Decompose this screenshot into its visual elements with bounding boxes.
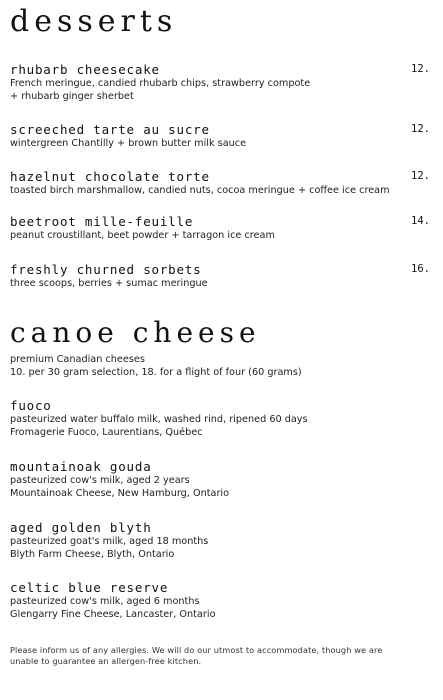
cheese-intro — [10, 354, 302, 380]
allergy-notice-line: Please inform us of any allergies. We will do our utmost to accommodate, though we are — [10, 645, 383, 655]
cheese-name: celtic blue reserve — [10, 580, 169, 595]
cheese-description: pasteurized cow's milk, aged 2 years — [10, 475, 190, 486]
dessert-description: toasted birch marshmallow, candied nuts, cocoa meringue + coffee ice cream — [10, 185, 390, 196]
allergy-notice-line: unable to guarantee an allergen-free kitchen. — [10, 656, 202, 666]
cheese-name: fuoco — [10, 398, 52, 413]
dessert-price: 12. — [411, 63, 430, 75]
dessert-description: peanut croustillant, beet powder + tarragon ice cream — [10, 230, 275, 241]
dessert-name: freshly churned sorbets — [10, 262, 202, 277]
cheese-description: pasteurized goat's milk, aged 18 months — [10, 536, 209, 547]
cheese-item-fuoco — [10, 398, 430, 440]
cheese-intro-line: premium Canadian cheeses — [10, 354, 145, 365]
cheese-origin: Glengarry Fine Cheese, Lancaster, Ontario — [10, 608, 216, 620]
desserts-heading: desserts — [10, 4, 178, 39]
dessert-item-beetroot-mille-feuille — [10, 214, 430, 243]
cheese-description: pasteurized water buffalo milk, washed rind, ripened 60 days — [10, 414, 308, 425]
dessert-price: 16. — [411, 263, 430, 275]
cheese-heading: canoe cheese — [10, 316, 261, 349]
dessert-price: 14. — [411, 215, 430, 227]
dessert-name: screeched tarte au sucre — [10, 122, 210, 137]
dessert-item-sorbets — [10, 262, 430, 291]
cheese-name: mountainoak gouda — [10, 459, 152, 474]
dessert-name: beetroot mille-feuille — [10, 214, 194, 229]
allergy-notice — [10, 645, 382, 667]
cheese-origin: Blyth Farm Cheese, Blyth, Ontario — [10, 548, 175, 560]
cheese-pricing-line: 10. per 30 gram selection, 18. for a flight of four (60 grams) — [10, 366, 302, 378]
cheese-description: pasteurized cow's milk, aged 6 months — [10, 596, 200, 607]
dessert-price: 12. — [411, 123, 430, 135]
dessert-item-tarte-au-sucre — [10, 122, 430, 151]
dessert-description: + rhubarb ginger sherbet — [10, 90, 134, 102]
cheese-name: aged golden blyth — [10, 520, 152, 535]
dessert-description: three scoops, berries + sumac meringue — [10, 278, 208, 289]
dessert-item-rhubarb-cheesecake — [10, 62, 430, 104]
cheese-origin: Fromagerie Fuoco, Laurentians, Québec — [10, 426, 203, 438]
dessert-item-hazelnut-torte — [10, 169, 430, 198]
cheese-item-celtic-blue-reserve — [10, 580, 430, 622]
cheese-origin: Mountainoak Cheese, New Hamburg, Ontario — [10, 487, 230, 499]
dessert-price: 12. — [411, 170, 430, 182]
cheese-item-mountainoak-gouda — [10, 459, 430, 501]
dessert-description: wintergreen Chantilly + brown butter milk sauce — [10, 138, 247, 149]
dessert-name: rhubarb cheesecake — [10, 62, 160, 77]
dessert-description: French meringue, candied rhubarb chips, strawberry compote — [10, 78, 311, 89]
cheese-item-aged-golden-blyth — [10, 520, 430, 562]
dessert-name: hazelnut chocolate torte — [10, 169, 210, 184]
